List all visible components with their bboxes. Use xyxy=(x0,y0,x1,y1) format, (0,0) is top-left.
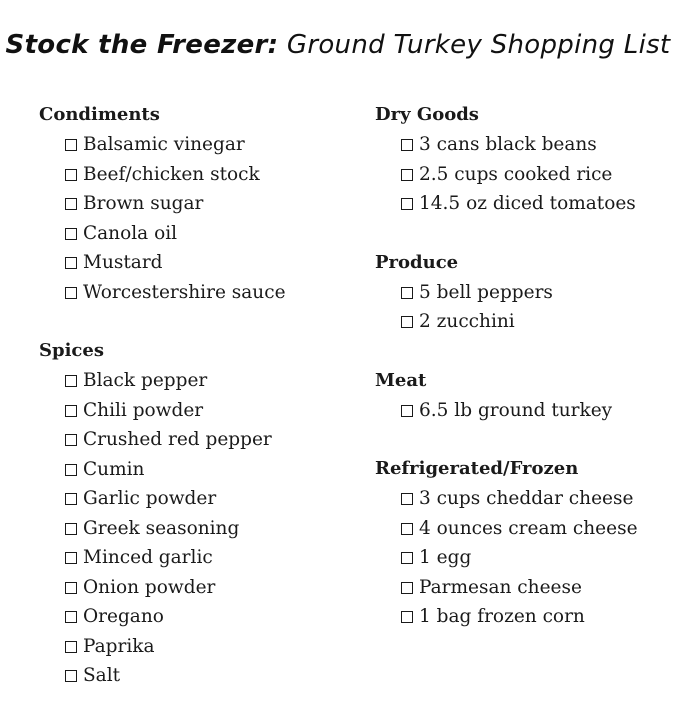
list-item xyxy=(39,516,349,546)
list-item xyxy=(375,604,665,634)
list-item-label: Canola oil xyxy=(83,222,178,244)
list-item-label: Crushed red pepper xyxy=(83,429,272,450)
checkbox-icon xyxy=(65,228,77,240)
section-spices xyxy=(39,339,349,693)
list-item xyxy=(375,280,665,310)
checkbox-icon xyxy=(65,641,77,653)
list-item-label: 1 egg xyxy=(419,547,472,568)
list-item-label: 2 zucchini xyxy=(419,311,515,332)
list-item-label: 6.5 lb ground turkey xyxy=(419,399,613,421)
list-item xyxy=(39,221,349,251)
checkbox-icon xyxy=(65,493,77,505)
section-heading: Condiments xyxy=(39,104,160,125)
right-column xyxy=(375,103,665,664)
list-item xyxy=(375,191,665,221)
list-item-label: Black pepper xyxy=(83,370,208,391)
list-item-label: Brown sugar xyxy=(83,193,204,214)
checkbox-icon xyxy=(401,582,413,594)
checkbox-icon xyxy=(65,611,77,623)
list-item xyxy=(39,545,349,575)
list-item-label: 3 cans black beans xyxy=(419,134,597,155)
section-condiments xyxy=(39,103,349,309)
list-item xyxy=(39,457,349,487)
list-item xyxy=(39,634,349,664)
checkbox-icon xyxy=(401,169,413,181)
list-item xyxy=(375,575,665,605)
checkbox-icon xyxy=(401,493,413,505)
list-item xyxy=(39,191,349,221)
list-item xyxy=(375,309,665,339)
checkbox-icon xyxy=(401,611,413,623)
list-item xyxy=(39,280,349,310)
section-heading: Meat xyxy=(375,369,427,391)
left-column xyxy=(39,103,349,723)
checkbox-icon xyxy=(65,670,77,682)
list-item-label: Salt xyxy=(83,665,121,686)
list-item xyxy=(375,516,665,546)
section-dry-goods xyxy=(375,103,665,221)
checkbox-icon xyxy=(65,405,77,417)
list-item-label: Onion powder xyxy=(83,576,216,598)
list-item-label: Balsamic vinegar xyxy=(83,134,245,155)
checkbox-icon xyxy=(65,434,77,446)
list-item-label: Garlic powder xyxy=(83,488,217,509)
list-item xyxy=(39,398,349,428)
list-item-label: Worcestershire sauce xyxy=(83,281,286,303)
checkbox-icon xyxy=(65,169,77,181)
page-title xyxy=(0,30,676,60)
list-item-label: Parmesan cheese xyxy=(419,576,582,598)
list-item-label: Beef/chicken stock xyxy=(83,163,260,185)
checkbox-icon xyxy=(65,552,77,564)
section-heading: Spices xyxy=(39,340,104,361)
checkbox-icon xyxy=(65,523,77,535)
list-item xyxy=(375,398,665,428)
list-item-label: 3 cups cheddar cheese xyxy=(419,488,634,509)
checkbox-icon xyxy=(65,198,77,210)
list-item xyxy=(39,162,349,192)
list-item-label: 4 ounces cream cheese xyxy=(419,517,638,539)
checkbox-icon xyxy=(65,582,77,594)
list-item-label: Paprika xyxy=(83,635,155,657)
checkbox-icon xyxy=(65,139,77,151)
checkbox-icon xyxy=(65,375,77,387)
list-item-label: Greek seasoning xyxy=(83,517,240,539)
checkbox-icon xyxy=(401,198,413,210)
list-item xyxy=(39,427,349,457)
list-item xyxy=(39,368,349,398)
list-item xyxy=(39,250,349,280)
section-heading: Refrigerated/Frozen xyxy=(375,458,579,479)
checkbox-icon xyxy=(401,405,413,417)
list-item-label: Minced garlic xyxy=(83,547,213,568)
checkbox-icon xyxy=(65,287,77,299)
list-item xyxy=(39,663,349,693)
section-refrigerated-frozen xyxy=(375,457,665,634)
list-item-label: 14.5 oz diced tomatoes xyxy=(419,193,636,214)
list-item xyxy=(39,486,349,516)
checkbox-icon xyxy=(401,139,413,151)
section-meat xyxy=(375,369,665,428)
list-item-label: 1 bag frozen corn xyxy=(419,606,585,627)
list-item xyxy=(375,132,665,162)
checkbox-icon xyxy=(65,464,77,476)
list-item-label: Oregano xyxy=(83,606,164,627)
page-title-lead: Stock the Freezer: xyxy=(5,30,279,60)
checkbox-icon xyxy=(401,316,413,328)
checkbox-icon xyxy=(65,257,77,269)
checkbox-icon xyxy=(401,287,413,299)
list-item-label: 5 bell peppers xyxy=(419,281,553,303)
list-item-label: 2.5 cups cooked rice xyxy=(419,163,613,185)
list-item xyxy=(375,486,665,516)
checkbox-icon xyxy=(401,523,413,535)
section-heading: Produce xyxy=(375,251,459,273)
list-item xyxy=(39,575,349,605)
section-produce xyxy=(375,251,665,339)
list-item xyxy=(375,162,665,192)
list-item xyxy=(39,604,349,634)
list-item xyxy=(39,132,349,162)
list-item-label: Mustard xyxy=(83,252,163,273)
list-item-label: Cumin xyxy=(83,458,145,480)
page-title-rest: Ground Turkey Shopping List xyxy=(286,30,671,60)
checkbox-icon xyxy=(401,552,413,564)
list-item xyxy=(375,545,665,575)
list-item-label: Chili powder xyxy=(83,399,204,421)
section-heading: Dry Goods xyxy=(375,104,479,125)
